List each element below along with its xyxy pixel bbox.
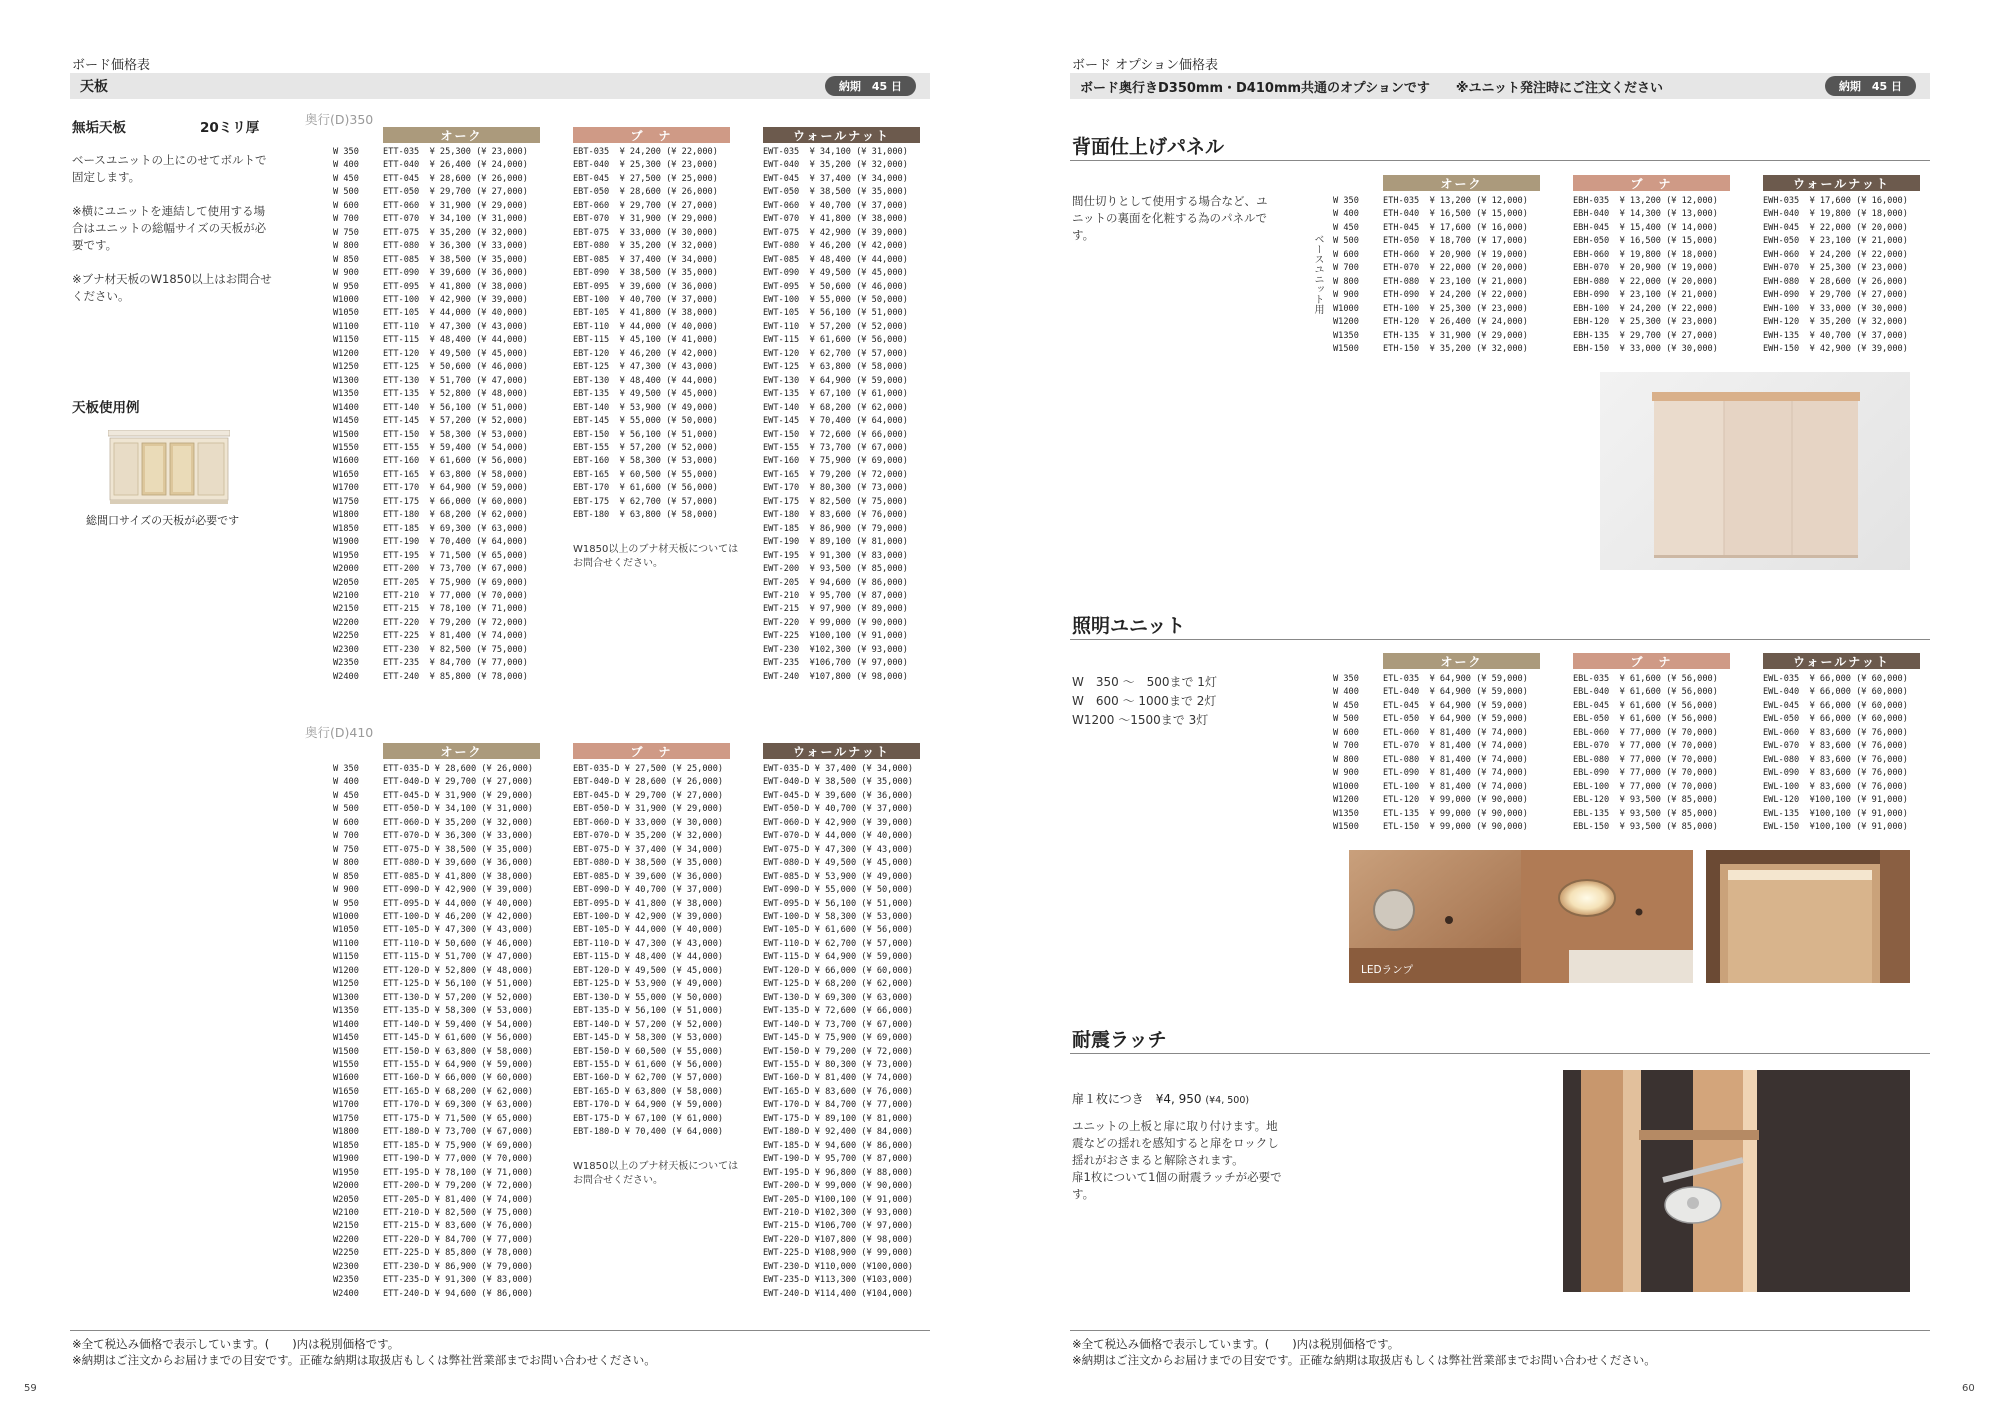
tenban-title: 天板 (80, 79, 108, 95)
back-panel-photo (1600, 372, 1910, 570)
d410-label: 奥行(D)410 (305, 725, 374, 740)
left-footnote-tax: ※全て税込み価格で表示しています。( )内は税別価格です。 (72, 1337, 400, 1351)
light-walnut-prices: EWL-035 ¥ 66,000 (¥ 60,000) EWL-040 ¥ 66,000 (¥ 60,000) EWL-045 ¥ 66,000 (¥ 60,000) EWL-050 ¥ 66,000 (¥ 60,000) EWL-060 ¥ 83,600 (¥ 76,000) EWL-070 ¥ 83,600 (¥ 76,000) EWL-080 ¥ 83,600 (¥ 76,000) EWL-090 ¥ 83,600 (¥ 76,000) EWL-100 ¥ 83,600 (¥ 76,000) EWL-120 ¥100,100 (¥ 91,000) EWL-135 ¥100,100 (¥ 91,000) EWL-150 ¥100,100 (¥ 91,000) (1763, 674, 1908, 832)
lighting-title: 照明ユニット (1072, 615, 1186, 637)
d350-buna-header: ブ ナ (573, 127, 730, 143)
back-panel-description (1072, 193, 1272, 244)
right-title-bar (1070, 73, 1930, 99)
panel-oak-header: オーク (1383, 175, 1540, 191)
lighting-description: W 350 ～ 500まで 1灯 W 600 ～ 1000まで 2灯 W1200 ～1500まで 3灯 (1072, 675, 1217, 727)
right-page-number: 60 (1962, 1383, 1975, 1394)
d350-oak-header: オーク (383, 127, 540, 143)
panel-buna-prices: EBH-035 ¥ 13,200 (¥ 12,000) EBH-040 ¥ 14,300 (¥ 13,000) EBH-045 ¥ 15,400 (¥ 14,000) EBH-050 ¥ 16,500 (¥ 15,000) EBH-060 ¥ 19,800 (¥ 18,000) EBH-070 ¥ 20,900 (¥ 19,000) EBH-080 ¥ 22,000 (¥ 20,000) EBH-090 ¥ 23,100 (¥ 21,000) EBH-100 ¥ 24,200 (¥ 22,000) EBH-120 ¥ 25,300 (¥ 23,000) EBH-135 ¥ 29,700 (¥ 27,000) EBH-150 ¥ 33,000 (¥ 30,000) (1573, 196, 1718, 354)
d410-width-column: W 350 W 400 W 450 W 500 W 600 W 700 W 750 W 800 W 850 W 900 W 950 W1000 W1050 W1100 W1150 W1200 W1250 W1300 W1350 W1400 W1450 W1500 W1550 W1600 W1650 W1700 W1750 W1800 W1850 W1900 W1950 W2000 W2050 W2100 W2150 W2200 W2250 W2300 W2350 W2400 (333, 764, 359, 1299)
back-panel-divider (1070, 160, 1930, 161)
light-buna-prices: EBL-035 ¥ 61,600 (¥ 56,000) EBL-040 ¥ 61,600 (¥ 56,000) EBL-045 ¥ 61,600 (¥ 56,000) EBL-050 ¥ 61,600 (¥ 56,000) EBL-060 ¥ 77,000 (¥ 70,000) EBL-070 ¥ 77,000 (¥ 70,000) EBL-080 ¥ 77,000 (¥ 70,000) EBL-090 ¥ 77,000 (¥ 70,000) EBL-100 ¥ 77,000 (¥ 70,000) EBL-120 ¥ 93,500 (¥ 85,000) EBL-135 ¥ 93,500 (¥ 85,000) EBL-150 ¥ 93,500 (¥ 85,000) (1573, 674, 1718, 832)
latch-price: 扉１枚につき ¥4, 950 (1072, 1092, 1202, 1106)
led-lamp-label: LEDランプ (1361, 964, 1414, 976)
light-walnut-header: ウォールナット (1763, 653, 1920, 669)
d410-buna-header: ブ ナ (573, 743, 730, 759)
latch-desc: ユニットの上板と扉に取り付けます。地震などの揺れを感知すると扉をロックし揺れがおさまると解除されます。 扉1枚について1個の耐震ラッチが必要です。 (1072, 1119, 1282, 1201)
d410-walnut-header: ウォールナット (763, 743, 920, 759)
left-footnote-lead: ※納期はご注文からお届けまでの目安です。正確な納期は取扱店もしくは弊社営業部までお問い合わせください。 (72, 1353, 656, 1367)
item-title: 無垢天板 (72, 120, 126, 136)
d350-buna-note: W1850以上のブナ材天板については お問合せください。 (573, 544, 739, 569)
d410-oak-header: オーク (383, 743, 540, 759)
d350-walnut-prices: EWT-035 ¥ 34,100 (¥ 31,000) EWT-040 ¥ 35,200 (¥ 32,000) EWT-045 ¥ 37,400 (¥ 34,000) EWT-050 ¥ 38,500 (¥ 35,000) EWT-060 ¥ 40,700 (¥ 37,000) EWT-070 ¥ 41,800 (¥ 38,000) EWT-075 ¥ 42,900 (¥ 39,000) EWT-080 ¥ 46,200 (¥ 42,000) EWT-085 ¥ 48,400 (¥ 44,000) EWT-090 ¥ 49,500 (¥ 45,000) EWT-095 ¥ 50,600 (¥ 46,000) EWT-100 ¥ 55,000 (¥ 50,000) EWT-105 ¥ 56,100 (¥ 51,000) EWT-110 ¥ 57,200 (¥ 52,000) EWT-115 ¥ 61,600 (¥ 56,000) EWT-120 ¥ 62,700 (¥ 57,000) EWT-125 ¥ 63,800 (¥ 58,000) EWT-130 ¥ 64,900 (¥ 59,000) EWT-135 ¥ 67,100 (¥ 61,000) EWT-140 ¥ 68,200 (¥ 62,000) EWT-145 ¥ 70,400 (¥ 64,000) EWT-150 ¥ 72,600 (¥ 66,000) EWT-155 ¥ 73,700 (¥ 67,000) EWT-160 ¥ 75,900 (¥ 69,000) EWT-165 ¥ 79,200 (¥ 72,000) EWT-170 ¥ 80,300 (¥ 73,000) EWT-175 ¥ 82,500 (¥ 75,000) EWT-180 ¥ 83,600 (¥ 76,000) EWT-185 ¥ 86,900 (¥ 79,000) EWT-190 ¥ 89,100 (¥ 81,000) EWT-195 ¥ 91,300 (¥ 83,000) EWT-200 ¥ 93,500 (¥ 85,000) EWT-205 ¥ 94,600 (¥ 86,000) EWT-210 ¥ 95,700 (¥ 87,000) EWT-215 ¥ 97,900 (¥ 89,000) EWT-220 ¥ 99,000 (¥ 90,000) EWT-225 ¥100,100 (¥ 91,000) EWT-230 ¥102,300 (¥ 93,000) EWT-235 ¥106,700 (¥ 97,000) EWT-240 ¥107,800 (¥ 98,000) (763, 147, 908, 682)
latch-price-ex-tax: (¥4, 500) (1205, 1095, 1250, 1106)
right-footer-divider (1070, 1330, 1930, 1331)
d410-oak-prices: ETT-035-D ¥ 28,600 (¥ 26,000) ETT-040-D ¥ 29,700 (¥ 27,000) ETT-045-D ¥ 31,900 (¥ 29,000) ETT-050-D ¥ 34,100 (¥ 31,000) ETT-060-D ¥ 35,200 (¥ 32,000) ETT-070-D ¥ 36,300 (¥ 33,000) ETT-075-D ¥ 38,500 (¥ 35,000) ETT-080-D ¥ 39,600 (¥ 36,000) ETT-085-D ¥ 41,800 (¥ 38,000) ETT-090-D ¥ 42,900 (¥ 39,000) ETT-095-D ¥ 44,000 (¥ 40,000) ETT-100-D ¥ 46,200 (¥ 42,000) ETT-105-D ¥ 47,300 (¥ 43,000) ETT-110-D ¥ 50,600 (¥ 46,000) ETT-115-D ¥ 51,700 (¥ 47,000) ETT-120-D ¥ 52,800 (¥ 48,000) ETT-125-D ¥ 56,100 (¥ 51,000) ETT-130-D ¥ 57,200 (¥ 52,000) ETT-135-D ¥ 58,300 (¥ 53,000) ETT-140-D ¥ 59,400 (¥ 54,000) ETT-145-D ¥ 61,600 (¥ 56,000) ETT-150-D ¥ 63,800 (¥ 58,000) ETT-155-D ¥ 64,900 (¥ 59,000) ETT-160-D ¥ 66,000 (¥ 60,000) ETT-165-D ¥ 68,200 (¥ 62,000) ETT-170-D ¥ 69,300 (¥ 63,000) ETT-175-D ¥ 71,500 (¥ 65,000) ETT-180-D ¥ 73,700 (¥ 67,000) ETT-185-D ¥ 75,900 (¥ 69,000) ETT-190-D ¥ 77,000 (¥ 70,000) ETT-195-D ¥ 78,100 (¥ 71,000) ETT-200-D ¥ 79,200 (¥ 72,000) ETT-205-D ¥ 81,400 (¥ 74,000) ETT-210-D ¥ 82,500 (¥ 75,000) ETT-215-D ¥ 83,600 (¥ 76,000) ETT-220-D ¥ 84,700 (¥ 77,000) ETT-225-D ¥ 85,800 (¥ 78,000) ETT-230-D ¥ 86,900 (¥ 79,000) ETT-235-D ¥ 91,300 (¥ 83,000) ETT-240-D ¥ 94,600 (¥ 86,000) (383, 764, 534, 1299)
light-buna-header: ブ ナ (1573, 653, 1730, 669)
d350-oak-prices: ETT-035 ¥ 25,300 (¥ 23,000) ETT-040 ¥ 26,400 (¥ 24,000) ETT-045 ¥ 28,600 (¥ 26,000) ETT-050 ¥ 29,700 (¥ 27,000) ETT-060 ¥ 31,900 (¥ 29,000) ETT-070 ¥ 34,100 (¥ 31,000) ETT-075 ¥ 35,200 (¥ 32,000) ETT-080 ¥ 36,300 (¥ 33,000) ETT-085 ¥ 38,500 (¥ 35,000) ETT-090 ¥ 39,600 (¥ 36,000) ETT-095 ¥ 41,800 (¥ 38,000) ETT-100 ¥ 42,900 (¥ 39,000) ETT-105 ¥ 44,000 (¥ 40,000) ETT-110 ¥ 47,300 (¥ 43,000) ETT-115 ¥ 48,400 (¥ 44,000) ETT-120 ¥ 49,500 (¥ 45,000) ETT-125 ¥ 50,600 (¥ 46,000) ETT-130 ¥ 51,700 (¥ 47,000) ETT-135 ¥ 52,800 (¥ 48,000) ETT-140 ¥ 56,100 (¥ 51,000) ETT-145 ¥ 57,200 (¥ 52,000) ETT-150 ¥ 58,300 (¥ 53,000) ETT-155 ¥ 59,400 (¥ 54,000) ETT-160 ¥ 61,600 (¥ 56,000) ETT-165 ¥ 63,800 (¥ 58,000) ETT-170 ¥ 64,900 (¥ 59,000) ETT-175 ¥ 66,000 (¥ 60,000) ETT-180 ¥ 68,200 (¥ 62,000) ETT-185 ¥ 69,300 (¥ 63,000) ETT-190 ¥ 70,400 (¥ 64,000) ETT-195 ¥ 71,500 (¥ 65,000) ETT-200 ¥ 73,700 (¥ 67,000) ETT-205 ¥ 75,900 (¥ 69,000) ETT-210 ¥ 77,000 (¥ 70,000) ETT-215 ¥ 78,100 (¥ 71,000) ETT-220 ¥ 79,200 (¥ 72,000) ETT-225 ¥ 81,400 (¥ 74,000) ETT-230 ¥ 82,500 (¥ 75,000) ETT-235 ¥ 84,700 (¥ 77,000) ETT-240 ¥ 85,800 (¥ 78,000) (383, 147, 528, 682)
right-lead-time-badge: 納期 45 日 (1825, 76, 1916, 96)
panel-buna-header: ブ ナ (1573, 175, 1730, 191)
right-section-label: ボード オプション価格表 (1072, 58, 1218, 73)
left-title-bar (70, 73, 930, 99)
tenban-example-illustration (108, 430, 230, 506)
latch-description (1072, 1118, 1282, 1203)
panel-oak-prices: ETH-035 ¥ 13,200 (¥ 12,000) ETH-040 ¥ 16,500 (¥ 15,000) ETH-045 ¥ 17,600 (¥ 16,000) ETH-050 ¥ 18,700 (¥ 17,000) ETH-060 ¥ 20,900 (¥ 19,000) ETH-070 ¥ 22,000 (¥ 20,000) ETH-080 ¥ 23,100 (¥ 21,000) ETH-090 ¥ 24,200 (¥ 22,000) ETH-100 ¥ 25,300 (¥ 23,000) ETH-120 ¥ 26,400 (¥ 24,000) ETH-135 ¥ 31,900 (¥ 29,000) ETH-150 ¥ 35,200 (¥ 32,000) (1383, 196, 1528, 354)
light-oak-header: オーク (1383, 653, 1540, 669)
left-section-label: ボード価格表 (72, 58, 151, 73)
back-panel-title: 背面仕上げパネル (1072, 136, 1225, 158)
base-unit-side-label: ベースユニット用 (1312, 234, 1323, 314)
panel-width-column: W 350 W 400 W 450 W 500 W 600 W 700 W 800 W 900 W1000 W1200 W1350 W1500 (1333, 196, 1359, 354)
left-description (72, 152, 272, 305)
desc-fixing: ベースユニットの上にのせてボルトで固定します。 (72, 153, 267, 184)
latch-photo (1563, 1070, 1910, 1292)
desc-buna: ※ブナ材天板のW1850以上はお問合せください。 (72, 272, 272, 303)
right-footnote-lead: ※納期はご注文からお届けまでの目安です。正確な納期は取扱店もしくは弊社営業部までお問い合わせください。 (1072, 1353, 1656, 1367)
d410-buna-note: W1850以上のブナ材天板については お問合せください。 (573, 1161, 739, 1186)
lead-time-badge: 納期 45 日 (825, 76, 916, 96)
panel-walnut-header: ウォールナット (1763, 175, 1920, 191)
latch-title: 耐震ラッチ (1072, 1029, 1167, 1051)
left-page-number: 59 (24, 1383, 37, 1394)
d350-buna-prices: EBT-035 ¥ 24,200 (¥ 22,000) EBT-040 ¥ 25,300 (¥ 23,000) EBT-045 ¥ 27,500 (¥ 25,000) EBT-050 ¥ 28,600 (¥ 26,000) EBT-060 ¥ 29,700 (¥ 27,000) EBT-070 ¥ 31,900 (¥ 29,000) EBT-075 ¥ 33,000 (¥ 30,000) EBT-080 ¥ 35,200 (¥ 32,000) EBT-085 ¥ 37,400 (¥ 34,000) EBT-090 ¥ 38,500 (¥ 35,000) EBT-095 ¥ 39,600 (¥ 36,000) EBT-100 ¥ 40,700 (¥ 37,000) EBT-105 ¥ 41,800 (¥ 38,000) EBT-110 ¥ 44,000 (¥ 40,000) EBT-115 ¥ 45,100 (¥ 41,000) EBT-120 ¥ 46,200 (¥ 42,000) EBT-125 ¥ 47,300 (¥ 43,000) EBT-130 ¥ 48,400 (¥ 44,000) EBT-135 ¥ 49,500 (¥ 45,000) EBT-140 ¥ 53,900 (¥ 49,000) EBT-145 ¥ 55,000 (¥ 50,000) EBT-150 ¥ 56,100 (¥ 51,000) EBT-155 ¥ 57,200 (¥ 52,000) EBT-160 ¥ 58,300 (¥ 53,000) EBT-165 ¥ 60,500 (¥ 55,000) EBT-170 ¥ 61,600 (¥ 56,000) EBT-175 ¥ 62,700 (¥ 57,000) EBT-180 ¥ 63,800 (¥ 58,000) (573, 147, 718, 521)
d350-width-column: W 350 W 400 W 450 W 500 W 600 W 700 W 750 W 800 W 850 W 900 W 950 W1000 W1050 W1100 W1150 W1200 W1250 W1300 W1350 W1400 W1450 W1500 W1550 W1600 W1650 W1700 W1750 W1800 W1850 W1900 W1950 W2000 W2050 W2100 W2150 W2200 W2250 W2300 W2350 W2400 (333, 147, 359, 682)
latch-price-line (1072, 1090, 1249, 1107)
option-common-title: ボード奥行きD350mm・D410mm共通のオプションです ※ユニット発注時にご注文ください (1080, 80, 1663, 96)
left-footer-divider (70, 1330, 930, 1331)
desc-connect: ※横にユニットを連結して使用する場合はユニットの総幅サイズの天板が必要です。 (72, 204, 267, 252)
latch-divider (1070, 1053, 1930, 1054)
panel-walnut-prices: EWH-035 ¥ 17,600 (¥ 16,000) EWH-040 ¥ 19,800 (¥ 18,000) EWH-045 ¥ 22,000 (¥ 20,000) EWH-050 ¥ 23,100 (¥ 21,000) EWH-060 ¥ 24,200 (¥ 22,000) EWH-070 ¥ 25,300 (¥ 23,000) EWH-080 ¥ 28,600 (¥ 26,000) EWH-090 ¥ 29,700 (¥ 27,000) EWH-100 ¥ 33,000 (¥ 30,000) EWH-120 ¥ 35,200 (¥ 32,000) EWH-135 ¥ 40,700 (¥ 37,000) EWH-150 ¥ 42,900 (¥ 39,000) (1763, 196, 1908, 354)
light-width-column: W 350 W 400 W 450 W 500 W 600 W 700 W 800 W 900 W1000 W1200 W1350 W1500 (1333, 674, 1359, 832)
lighting-divider (1070, 639, 1930, 640)
right-footnote-tax: ※全て税込み価格で表示しています。( )内は税別価格です。 (1072, 1337, 1400, 1351)
d410-walnut-prices: EWT-035-D ¥ 37,400 (¥ 34,000) EWT-040-D ¥ 38,500 (¥ 35,000) EWT-045-D ¥ 39,600 (¥ 36,000) EWT-050-D ¥ 40,700 (¥ 37,000) EWT-060-D ¥ 42,900 (¥ 39,000) EWT-070-D ¥ 44,000 (¥ 40,000) EWT-075-D ¥ 47,300 (¥ 43,000) EWT-080-D ¥ 49,500 (¥ 45,000) EWT-085-D ¥ 53,900 (¥ 49,000) EWT-090-D ¥ 55,000 (¥ 50,000) EWT-095-D ¥ 56,100 (¥ 51,000) EWT-100-D ¥ 58,300 (¥ 53,000) EWT-105-D ¥ 61,600 (¥ 56,000) EWT-110-D ¥ 62,700 (¥ 57,000) EWT-115-D ¥ 64,900 (¥ 59,000) EWT-120-D ¥ 66,000 (¥ 60,000) EWT-125-D ¥ 68,200 (¥ 62,000) EWT-130-D ¥ 69,300 (¥ 63,000) EWT-135-D ¥ 72,600 (¥ 66,000) EWT-140-D ¥ 73,700 (¥ 67,000) EWT-145-D ¥ 75,900 (¥ 69,000) EWT-150-D ¥ 79,200 (¥ 72,000) EWT-155-D ¥ 80,300 (¥ 73,000) EWT-160-D ¥ 81,400 (¥ 74,000) EWT-165-D ¥ 83,600 (¥ 76,000) EWT-170-D ¥ 84,700 (¥ 77,000) EWT-175-D ¥ 89,100 (¥ 81,000) EWT-180-D ¥ 92,400 (¥ 84,000) EWT-185-D ¥ 94,600 (¥ 86,000) EWT-190-D ¥ 95,700 (¥ 87,000) EWT-195-D ¥ 96,800 (¥ 88,000) EWT-200-D ¥ 99,000 (¥ 90,000) EWT-205-D ¥100,100 (¥ 91,000) EWT-210-D ¥102,300 (¥ 93,000) EWT-215-D ¥106,700 (¥ 97,000) EWT-220-D ¥107,800 (¥ 98,000) EWT-225-D ¥108,900 (¥ 99,000) EWT-230-D ¥110,000 (¥100,000) EWT-235-D ¥113,300 (¥103,000) EWT-240-D ¥114,400 (¥104,000) (763, 764, 914, 1299)
example-title: 天板使用例 (72, 400, 140, 416)
led-photo-ceiling (1349, 850, 1693, 983)
d350-walnut-header: ウォールナット (763, 127, 920, 143)
led-photo-interior (1706, 850, 1910, 983)
thickness-label: 20ミリ厚 (200, 120, 260, 136)
d410-buna-prices: EBT-035-D ¥ 27,500 (¥ 25,000) EBT-040-D ¥ 28,600 (¥ 26,000) EBT-045-D ¥ 29,700 (¥ 27,000) EBT-050-D ¥ 31,900 (¥ 29,000) EBT-060-D ¥ 33,000 (¥ 30,000) EBT-070-D ¥ 35,200 (¥ 32,000) EBT-075-D ¥ 37,400 (¥ 34,000) EBT-080-D ¥ 38,500 (¥ 35,000) EBT-085-D ¥ 39,600 (¥ 36,000) EBT-090-D ¥ 40,700 (¥ 37,000) EBT-095-D ¥ 41,800 (¥ 38,000) EBT-100-D ¥ 42,900 (¥ 39,000) EBT-105-D ¥ 44,000 (¥ 40,000) EBT-110-D ¥ 47,300 (¥ 43,000) EBT-115-D ¥ 48,400 (¥ 44,000) EBT-120-D ¥ 49,500 (¥ 45,000) EBT-125-D ¥ 53,900 (¥ 49,000) EBT-130-D ¥ 55,000 (¥ 50,000) EBT-135-D ¥ 56,100 (¥ 51,000) EBT-140-D ¥ 57,200 (¥ 52,000) EBT-145-D ¥ 58,300 (¥ 53,000) EBT-150-D ¥ 60,500 (¥ 55,000) EBT-155-D ¥ 61,600 (¥ 56,000) EBT-160-D ¥ 62,700 (¥ 57,000) EBT-165-D ¥ 63,800 (¥ 58,000) EBT-170-D ¥ 64,900 (¥ 59,000) EBT-175-D ¥ 67,100 (¥ 61,000) EBT-180-D ¥ 70,400 (¥ 64,000) (573, 764, 724, 1138)
light-oak-prices: ETL-035 ¥ 64,900 (¥ 59,000) ETL-040 ¥ 64,900 (¥ 59,000) ETL-045 ¥ 64,900 (¥ 59,000) ETL-050 ¥ 64,900 (¥ 59,000) ETL-060 ¥ 81,400 (¥ 74,000) ETL-070 ¥ 81,400 (¥ 74,000) ETL-080 ¥ 81,400 (¥ 74,000) ETL-090 ¥ 81,400 (¥ 74,000) ETL-100 ¥ 81,400 (¥ 74,000) ETL-120 ¥ 99,000 (¥ 90,000) ETL-135 ¥ 99,000 (¥ 90,000) ETL-150 ¥ 99,000 (¥ 90,000) (1383, 674, 1528, 832)
d350-label: 奥行(D)350 (305, 112, 374, 127)
back-panel-desc: 間仕切りとして使用する場合など、ユニットの裏面を化粧する為のパネルです。 (1072, 194, 1268, 242)
example-caption: 総間口サイズの天板が必要です (86, 514, 240, 527)
